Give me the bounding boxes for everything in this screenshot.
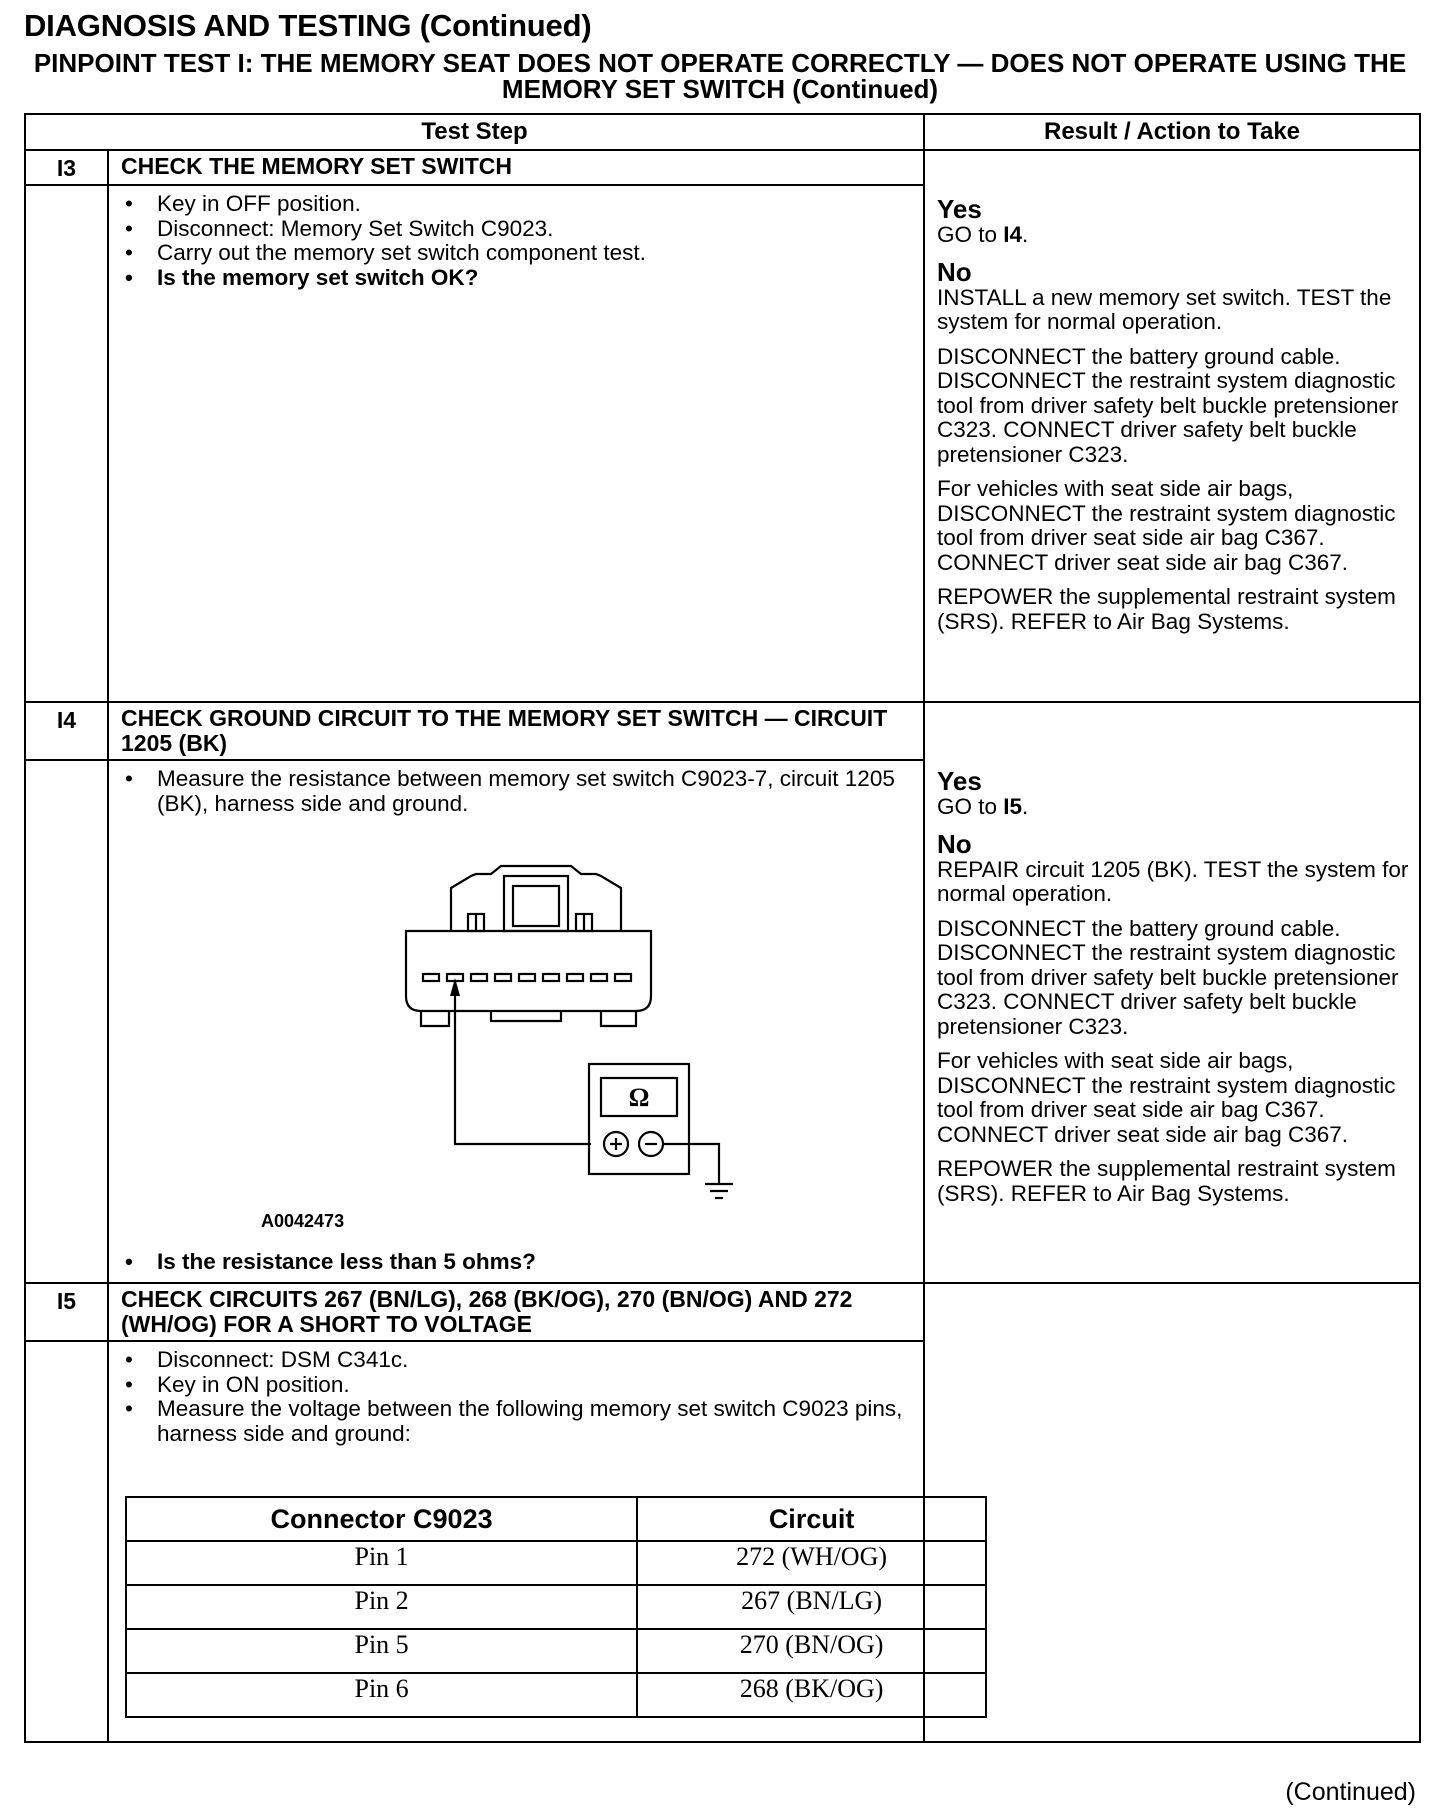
table-row: Pin 5 270 (BN/OG) (126, 1629, 986, 1673)
step-id-i5: I5 (25, 1283, 108, 1341)
step-body-i4 (108, 760, 924, 1283)
result-yes-label: Yes (937, 766, 982, 796)
pinpoint-test-table (24, 113, 1421, 1743)
ohm-symbol: Ω (628, 1083, 650, 1112)
step-title-i3: CHECK THE MEMORY SET SWITCH (108, 150, 924, 185)
continued-footer: (Continued) (1285, 1778, 1416, 1806)
table-row: Pin 1 272 (WH/OG) (126, 1541, 986, 1585)
list-item: • Disconnect: Memory Set Switch C9023. (121, 217, 917, 242)
step-i3-bullets (121, 192, 917, 290)
result-yes-target[interactable]: I5 (1003, 794, 1023, 819)
result-yes-label: Yes (937, 194, 982, 224)
page-title: DIAGNOSIS AND TESTING (Continued) (24, 8, 592, 43)
result-link-air-bag-systems[interactable]: Air Bag Systems (1117, 1180, 1284, 1206)
figure-id: A0042473 (261, 1211, 345, 1231)
step-title-i5: CHECK CIRCUITS 267 (BN/LG), 268 (BK/OG), 270 (BN/OG) AND 272 (WH/OG) FOR A SHORT TO VOLTAGE (108, 1283, 924, 1341)
result-i4: Yes GO to I5. No REPAIR circuit 1205 (BK). TEST the system for normal operation. DISCONNECT the battery ground cable. DISCONNECT the restraint system diagnostic tool from driver safety belt buckle pretensioner C323. CONNECT driver safety belt buckle pretensioner C323. For vehicles with seat side air bags, DISCONNECT the restraint system diagnostic tool from driver seat side air bag C367. CONNECT driver seat side air bag C367. REPOWER the supplemental restraint system (SRS). REFER to Air Bag Systems. (924, 702, 1420, 1283)
ground-circuit-figure (121, 816, 917, 1236)
step-question: • Is the resistance less than 5 ohms? (121, 1250, 917, 1275)
list-item: • Key in OFF position. (121, 192, 917, 217)
header-test-step: Test Step (25, 114, 924, 150)
table-row: Pin 2 267 (BN/LG) (126, 1585, 986, 1629)
connector-ohmmeter-diagram (121, 816, 921, 1236)
result-para-battery: DISCONNECT the battery ground cable. DISCONNECT the restraint system diagnostic tool from driver safety belt buckle pretensioner C323. CONNECT driver safety belt buckle pretensioner C323. (937, 343, 1399, 467)
connector-pin-table (125, 1496, 987, 1718)
conn-header-circuit: Circuit (637, 1497, 986, 1541)
step-body-i3 (108, 185, 924, 702)
result-no-action: INSTALL a new memory set switch. TEST the system for normal operation. (937, 284, 1392, 334)
step-id-i3: I3 (25, 150, 108, 185)
list-item: • Carry out the memory set switch component test. (121, 241, 917, 266)
list-item: • Measure the resistance between memory set switch C9023-7, circuit 1205 (BK), harness side and ground. (121, 767, 917, 816)
conn-header-connector: Connector C9023 (126, 1497, 637, 1541)
header-result: Result / Action to Take (924, 114, 1420, 150)
result-yes-target[interactable]: I4 (1003, 222, 1023, 247)
result-i5 (924, 1283, 1420, 1742)
result-no-action: REPAIR circuit 1205 (BK). TEST the system for normal operation. (937, 856, 1409, 906)
list-item: • Disconnect: DSM C341c. (121, 1348, 917, 1373)
table-header-row (25, 114, 1420, 150)
step-question: • Is the memory set switch OK? (121, 266, 917, 291)
result-i3: Yes GO to I4. No INSTALL a new memory set switch. TEST the system for normal operation. DISCONNECT the battery ground cable. DISCONNECT the restraint system diagnostic tool from driver safety belt buckle pretensioner C323. CONNECT driver safety belt buckle pretensioner C323. For vehicles with seat side air bags, DISCONNECT the restraint system diagnostic tool from driver seat side air bag C367. CONNECT driver seat side air bag C367. REPOWER the supplemental restraint system (SRS). REFER to Air Bag Systems. (924, 150, 1420, 702)
result-yes-go: GO to (937, 794, 1004, 819)
result-para-repower: REPOWER the supplemental restraint system (SRS). REFER to (937, 1156, 1396, 1206)
result-para-side-airbag: For vehicles with seat side air bags, DISCONNECT the restraint system diagnostic tool from driver seat side air bag C367. CONNECT driver seat side air bag C367. (937, 1048, 1396, 1147)
result-no-label: No (937, 256, 972, 287)
list-item: • Measure the voltage between the following memory set switch C9023 pins, harness side and ground: (121, 1397, 917, 1446)
result-yes-go: GO to (937, 222, 1004, 247)
step-i5-title-row (25, 1283, 1420, 1341)
step-title-i4: CHECK GROUND CIRCUIT TO THE MEMORY SET SWITCH — CIRCUIT 1205 (BK) (108, 702, 924, 760)
list-item: • Key in ON position. (121, 1373, 917, 1398)
step-i3-title-row (25, 150, 1420, 185)
step-i4-title-row (25, 702, 1420, 760)
step-id-i4: I4 (25, 702, 108, 760)
result-para-repower: REPOWER the supplemental restraint system (SRS). REFER to (937, 584, 1396, 634)
step-body-i5 (108, 1341, 924, 1742)
result-para-side-airbag: For vehicles with seat side air bags, DISCONNECT the restraint system diagnostic tool from driver seat side air bag C367. CONNECT driver seat side air bag C367. (937, 476, 1396, 575)
pinpoint-test-subtitle: PINPOINT TEST I: THE MEMORY SEAT DOES NOT OPERATE CORRECTLY — DOES NOT OPERATE USING THE MEMORY SET SWITCH (Continued) (33, 48, 1407, 104)
table-row: Pin 6 268 (BK/OG) (126, 1673, 986, 1717)
result-no-label: No (937, 828, 972, 859)
result-link-air-bag-systems[interactable]: Air Bag Systems (1117, 608, 1284, 634)
result-para-battery: DISCONNECT the battery ground cable. DISCONNECT the restraint system diagnostic tool from driver safety belt buckle pretensioner C323. CONNECT driver safety belt buckle pretensioner C323. (937, 915, 1399, 1039)
